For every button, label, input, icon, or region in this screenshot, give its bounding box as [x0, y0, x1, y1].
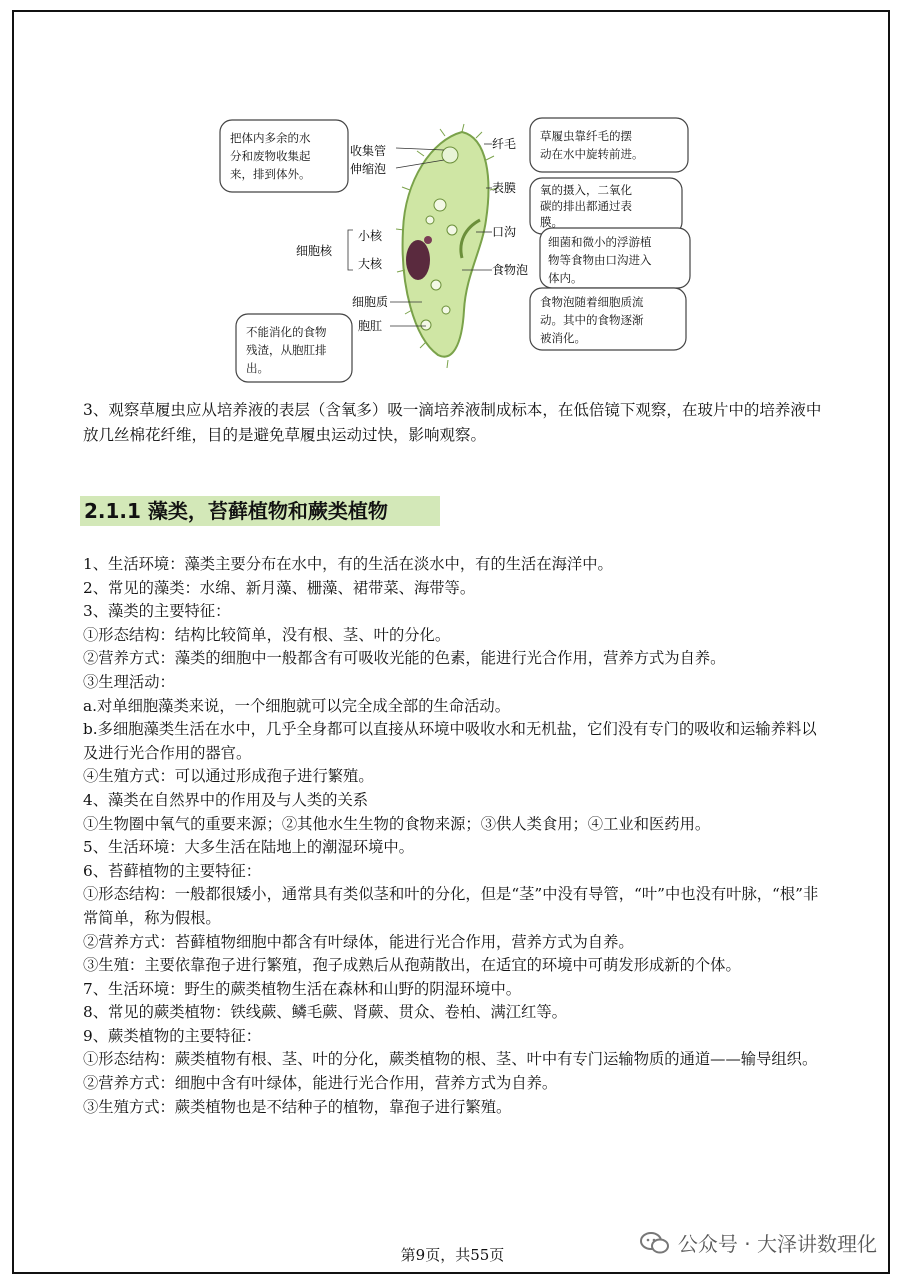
list-item: ②营养方式：苔藓植物细胞中都含有叶绿体，能进行光合作用，营养方式为自养。: [83, 932, 634, 951]
list-item: ④生殖方式：可以通过形成孢子进行繁殖。: [83, 767, 374, 786]
label-food-vacuole: 食物泡: [492, 263, 529, 277]
list-item: ①形态结构：蕨类植物有根、茎、叶的分化，蕨类植物的根、茎、叶中有专门运输物质的通道——输导组织。: [83, 1050, 818, 1069]
list-item: 3、藻类的主要特征：: [83, 602, 231, 621]
bubble-right-mid-line2: 碳的排出都通过表: [540, 199, 632, 213]
list-item: ②营养方式：藻类的细胞中一般都含有可吸收光能的色素，能进行光合作用，营养方式为自养。: [83, 649, 726, 668]
list-item: 2、常见的藻类：水绵、新月藻、栅藻、裙带菜、海带等。: [83, 578, 476, 597]
list-item: ③生殖：主要依靠孢子进行繁殖，孢子成熟后从孢蒴散出，在适宜的环境中可萌发形成新的个体。: [83, 956, 741, 975]
paramecium-diagram: [200, 110, 700, 395]
label-macronucleus: 大核: [358, 257, 383, 271]
bubble-right-top-line1: 草履虫靠纤毛的摆: [540, 129, 632, 143]
observation-paragraph: 3、观察草履虫应从培养液的表层（含氧多）吸一滴培养液制成标本，在低倍镜下观察，在玻片中的培养液中放几丝棉花纤维，目的是避免草履虫运动过快，影响观察。: [83, 401, 822, 444]
bubble-left-bottom-line3: 出。: [246, 361, 269, 375]
list-item: 4、藻类在自然界中的作用及与人类的关系: [83, 790, 369, 809]
bubble-left-bottom-line1: 不能消化的食物: [246, 325, 327, 339]
list-item: ③生理活动：: [83, 672, 175, 691]
list-item: 8、常见的蕨类植物：铁线蕨、鳞毛蕨、肾蕨、贯众、卷柏、满江红等。: [83, 1003, 567, 1022]
bubble-right-mid-line1: 氧的摄入，二氧化: [540, 183, 632, 197]
bubble-right-mid-line3: 膜。: [540, 215, 563, 229]
bubble-right-bottom-line2: 动。其中的食物逐渐: [540, 313, 644, 327]
label-cilia: 纤毛: [492, 137, 517, 151]
label-collect-tube: 收集管: [350, 144, 387, 158]
content-list: [83, 553, 828, 1119]
label-oral-groove: 口沟: [492, 225, 517, 239]
list-item: ③生殖方式：蕨类植物也是不结种子的植物，靠孢子进行繁殖。: [83, 1097, 512, 1116]
list-item: ①生物圈中氧气的重要来源；②其他水生生物的食物来源；③供人类食用；④工业和医药用。: [83, 814, 711, 833]
list-item: 7、生活环境：野生的蕨类植物生活在森林和山野的阴湿环境中。: [83, 979, 522, 998]
bubble-right-mid2-line2: 物等食物由口沟进入: [548, 253, 652, 267]
label-anal-pore: 胞肛: [358, 319, 383, 333]
bubble-right-top-line2: 动在水中旋转前进。: [540, 147, 644, 161]
watermark-text: 公众号 · 大泽讲数理化: [677, 1232, 877, 1256]
list-item: ②营养方式：细胞中含有叶绿体，能进行光合作用，营养方式为自养。: [83, 1074, 558, 1093]
list-item: a.对单细胞藻类来说，一个细胞就可以完全成全部的生命活动。: [83, 696, 510, 715]
list-item: ①形态结构：一般都很矮小，通常具有类似茎和叶的分化，但是“茎”中没有导管，“叶”中也没有叶脉，“根”非常简单，称为假根。: [83, 885, 819, 927]
list-item: b.多细胞藻类生活在水中，几乎全身都可以直接从环境中吸收水和无机盐，它们没有专门的吸收和运输养料以及进行光合作用的器官。: [83, 720, 817, 762]
list-item: 1、生活环境：藻类主要分布在水中，有的生活在淡水中，有的生活在海洋中。: [83, 555, 613, 573]
bubble-right-bottom-line3: 被消化。: [540, 331, 586, 345]
label-cytoplasm: 细胞质: [352, 295, 389, 309]
page-number: 第9页，共55页: [400, 1246, 505, 1264]
bubble-left-top-line1: 把体内多余的水: [230, 131, 311, 145]
label-micronucleus: 小核: [358, 229, 383, 243]
list-item: ①形态结构：结构比较简单，没有根、茎、叶的分化。: [83, 625, 451, 644]
bubble-right-mid2-line1: 细菌和微小的浮游植: [548, 235, 652, 249]
bubble-right-bottom-line1: 食物泡随着细胞质流: [540, 295, 644, 309]
list-item: 5、生活环境：大多生活在陆地上的潮湿环境中。: [83, 838, 414, 857]
bubble-left-bottom-line2: 残渣，从胞肛排: [246, 343, 327, 357]
bubble-left-top-line3: 来，排到体外。: [230, 167, 311, 181]
list-item: 9、蕨类植物的主要特征：: [83, 1026, 261, 1045]
section-heading: 2.1.1 藻类，苔藓植物和蕨类植物: [80, 496, 440, 526]
bubble-right-mid2-line3: 体内。: [548, 271, 583, 285]
list-item: 6、苔藓植物的主要特征：: [83, 861, 261, 880]
bubble-left-top-line2: 分和废物收集起: [230, 149, 311, 163]
label-membrane: 表膜: [492, 181, 517, 195]
label-nucleus: 细胞核: [296, 244, 333, 258]
label-contractile-vacuole: 伸缩泡: [350, 162, 387, 176]
